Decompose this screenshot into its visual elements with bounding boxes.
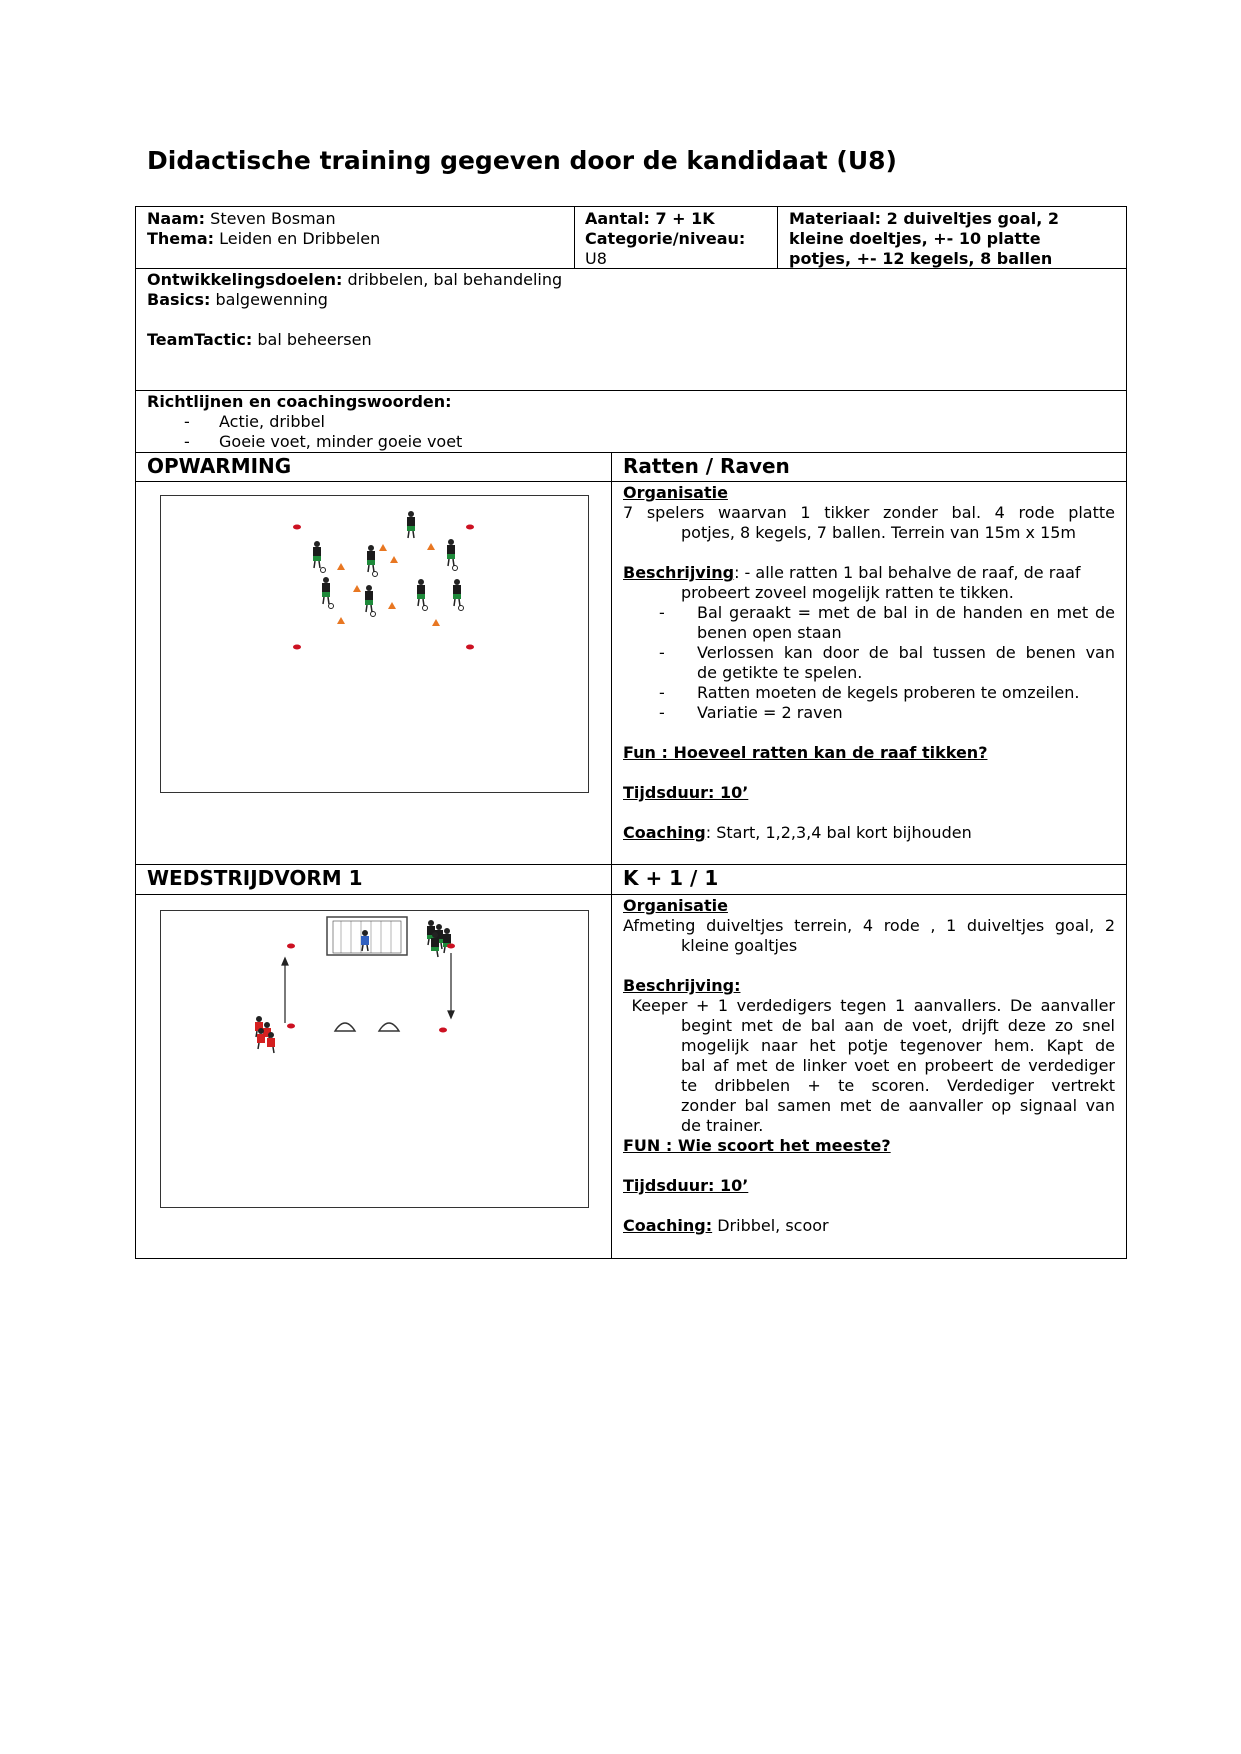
arrow-down-icon xyxy=(448,953,454,1018)
materiaal-line-3: potjes, +- 12 kegels, 8 ballen xyxy=(789,249,1053,268)
materiaal-line-2: kleine doeltjes, +- 10 platte xyxy=(789,229,1041,248)
cone-icon xyxy=(337,563,345,570)
player-icon xyxy=(367,545,375,572)
section1-bullet-1-line-2: benen open staan xyxy=(697,623,842,642)
keeper-icon xyxy=(361,930,369,951)
section1-left-title: OPWARMING xyxy=(147,454,292,478)
red-disc-marker xyxy=(466,525,474,530)
teamtactic-line xyxy=(147,330,372,350)
small-goal-icon xyxy=(335,1023,399,1031)
guideline-dash: - xyxy=(184,412,190,431)
player-icon xyxy=(417,579,425,606)
section1-organisatie-line-1: 7 spelers waarvan 1 tikker zonder bal. 4 rode platte xyxy=(623,503,1115,522)
basics-value: balgewenning xyxy=(215,290,328,309)
red-disc-marker xyxy=(287,944,295,949)
section2-beschrijving-line-3: mogelijk naar het potje tegenover hem. Kapt de xyxy=(681,1036,1115,1055)
section1-organisatie-label: Organisatie xyxy=(623,483,728,502)
section2-coaching-line xyxy=(623,1216,829,1236)
ball-icon xyxy=(371,612,376,617)
ball-icon xyxy=(373,572,378,577)
section2-beschrijving-line-7: de trainer. xyxy=(681,1116,764,1135)
section1-beschrijving-label: Beschrijving xyxy=(623,563,735,582)
ball-icon xyxy=(453,566,458,571)
categorie-label: Categorie/niveau: xyxy=(585,229,746,248)
bullet-dash: - xyxy=(659,643,665,662)
warmup-diagram-svg xyxy=(161,496,590,794)
teamtactic-value: bal beheersen xyxy=(257,330,372,349)
ontwikkelingsdoelen-value: dribbelen, bal behandeling xyxy=(347,270,563,289)
cone-icon xyxy=(432,619,440,626)
bullet-dash: - xyxy=(659,703,665,722)
basics-line xyxy=(147,290,328,310)
guideline-dash: - xyxy=(184,432,190,451)
section2-organisatie-line-2: kleine goaltjes xyxy=(681,936,798,955)
section1-coaching-label: Coaching xyxy=(623,823,706,842)
red-disc-marker xyxy=(439,1028,447,1033)
section2-coaching-text: Dribbel, scoor xyxy=(712,1216,829,1235)
section1-bullet-3: Ratten moeten de kegels proberen te omzeilen. xyxy=(697,683,1080,702)
player-icon xyxy=(447,539,455,566)
section2-beschrijving-line-4: bal af met de linker voet en probeert de verdediger xyxy=(681,1056,1115,1075)
teamtactic-label: TeamTactic: xyxy=(147,330,253,349)
player-icon xyxy=(313,541,321,568)
bullet-dash: - xyxy=(659,683,665,702)
cone-icon xyxy=(427,543,435,550)
naam-value: Steven Bosman xyxy=(210,209,336,228)
section2-beschrijving-line-6: zonder bal samen met de aanvaller op signaal van xyxy=(681,1096,1115,1115)
materiaal-line-1: Materiaal: 2 duiveltjes goal, 2 xyxy=(789,209,1060,228)
categorie-value: U8 xyxy=(585,249,607,268)
section2-left-title: WEDSTRIJDVORM 1 xyxy=(147,866,363,890)
cone-icon xyxy=(337,617,345,624)
section1-bullet-2-line-1: Verlossen kan door de bal tussen de benen van xyxy=(697,643,1115,662)
warmup-players xyxy=(313,511,461,612)
ontwikkelingsdoelen-line xyxy=(147,270,562,290)
basics-label: Basics: xyxy=(147,290,211,309)
arrow-up-icon xyxy=(282,958,288,1023)
page-title: Didactische training gegeven door de kandidaat (U8) xyxy=(147,146,897,175)
cone-icon xyxy=(353,585,361,592)
section1-beschrijving-text: : - alle ratten 1 bal behalve de raaf, de raaf xyxy=(734,563,1081,582)
ball-icon xyxy=(329,604,334,609)
red-disc-marker xyxy=(466,645,474,650)
section1-coaching-line xyxy=(623,823,972,843)
section2-beschrijving-line-2: begint met de bal aan de voet, drijft deze zo snel xyxy=(681,1016,1115,1035)
warmup-markers xyxy=(293,525,474,650)
section2-beschrijving-line-1: Keeper + 1 verdedigers tegen 1 aanvallers. De aanvaller xyxy=(623,996,1115,1015)
aantal-text: Aantal: 7 + 1K xyxy=(585,209,715,228)
bullet-dash: - xyxy=(659,603,665,622)
section1-bullet-1-line-1: Bal geraakt = met de bal in de handen en met de xyxy=(697,603,1115,622)
section1-bullet-2-line-2: de getikte te spelen. xyxy=(697,663,863,682)
section2-beschrijving-line-5: te dribbelen + te scoren. Verdediger vertrekt xyxy=(681,1076,1115,1095)
ball-icon xyxy=(321,568,326,573)
section2-organisatie-label: Organisatie xyxy=(623,896,728,915)
section1-coaching-text: : Start, 1,2,3,4 bal kort bijhouden xyxy=(705,823,972,842)
section2-fun: FUN : Wie scoort het meeste? xyxy=(623,1136,891,1155)
guidelines-label: Richtlijnen en coachingswoorden: xyxy=(147,392,452,411)
section1-fun: Fun : Hoeveel ratten kan de raaf tikken? xyxy=(623,743,988,762)
match-markers xyxy=(287,944,455,1033)
match-diagram-svg xyxy=(161,911,590,1209)
section2-beschrijving-label: Beschrijving: xyxy=(623,976,741,995)
match-field-diagram xyxy=(160,910,589,1208)
thema-value: Leiden en Dribbelen xyxy=(219,229,381,248)
ontwikkelingsdoelen-label: Ontwikkelingsdoelen: xyxy=(147,270,343,289)
section1-right-title: Ratten / Raven xyxy=(623,454,790,478)
player-icon xyxy=(365,585,373,612)
red-disc-marker xyxy=(293,525,301,530)
guideline-item-1: Actie, dribbel xyxy=(219,412,325,431)
cone-icon xyxy=(388,602,396,609)
player-icon xyxy=(453,579,461,606)
section1-bullet-4: Variatie = 2 raven xyxy=(697,703,843,722)
red-disc-marker xyxy=(293,645,301,650)
defender-group-icon xyxy=(427,920,451,957)
warmup-field-diagram xyxy=(160,495,589,793)
section1-organisatie-line-2: potjes, 8 kegels, 7 ballen. Terrein van 15m x 15m xyxy=(681,523,1077,542)
red-disc-marker xyxy=(287,1024,295,1029)
section2-coaching-label: Coaching: xyxy=(623,1216,713,1235)
thema-line xyxy=(147,229,380,249)
red-disc-marker xyxy=(447,944,455,949)
ball-icon xyxy=(459,606,464,611)
section1-beschrijving-line-1 xyxy=(623,563,1081,583)
thema-label: Thema: xyxy=(147,229,215,248)
ball-icon xyxy=(423,606,428,611)
section2-right-title: K + 1 / 1 xyxy=(623,866,719,890)
section2-organisatie-line-1: Afmeting duiveltjes terrein, 4 rode , 1 duiveltjes goal, 2 xyxy=(623,916,1115,935)
player-icon xyxy=(322,577,330,604)
naam-line xyxy=(147,209,336,229)
section1-tijdsduur: Tijdsduur: 10’ xyxy=(623,783,749,802)
guideline-item-2: Goeie voet, minder goeie voet xyxy=(219,432,463,451)
cone-icon xyxy=(390,556,398,563)
cone-icon xyxy=(379,544,387,551)
attacker-group-icon xyxy=(255,1016,275,1053)
section2-tijdsduur: Tijdsduur: 10’ xyxy=(623,1176,749,1195)
player-icon xyxy=(407,511,415,538)
naam-label: Naam: xyxy=(147,209,206,228)
section1-beschrijving-line-2: probeert zoveel mogelijk ratten te tikken. xyxy=(681,583,1014,602)
